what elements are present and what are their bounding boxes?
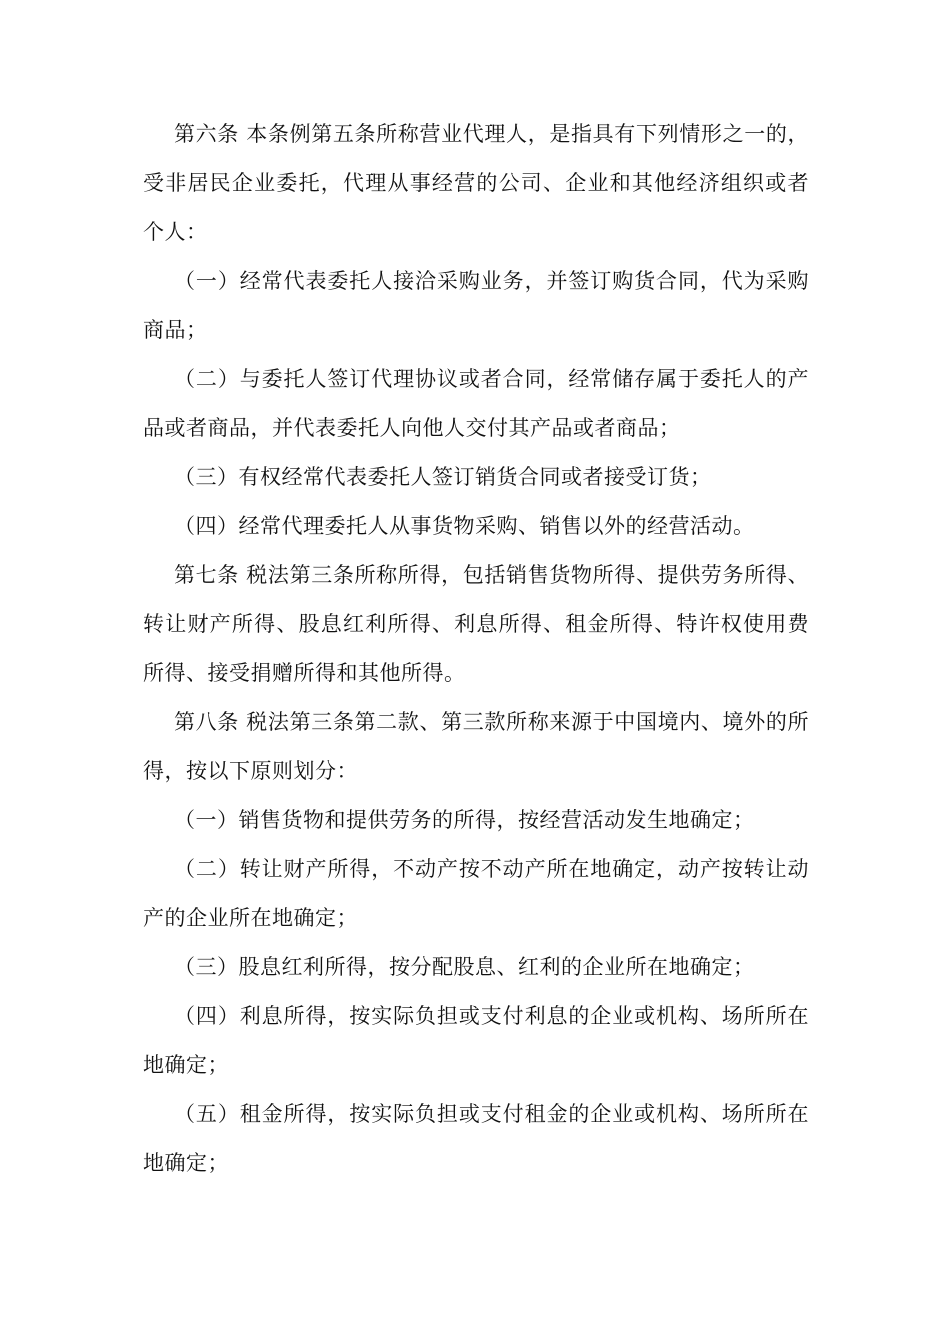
- paragraph-article-8-item-5: （五）租金所得，按实际负担或支付租金的企业或机构、场所所在地确定；: [143, 1102, 809, 1175]
- paragraph-article-8-item-4: （四）利息所得，按实际负担或支付利息的企业或机构、场所所在地确定；: [143, 1004, 809, 1077]
- document-body: [143, 110, 809, 1188]
- paragraph-article-6-item-2: （二）与委托人签订代理协议或者合同，经常储存属于委托人的产品或者商品，并代表委托人向他人交付其产品或者商品；: [143, 367, 809, 440]
- paragraph-article-6: 第六条 本条例第五条所称营业代理人，是指具有下列情形之一的，受非居民企业委托，代理从事经营的公司、企业和其他经济组织或者个人：: [143, 122, 809, 244]
- paragraph-article-8-item-1: （一）销售货物和提供劳务的所得，按经营活动发生地确定；: [174, 808, 755, 832]
- paragraph-article-6-item-3: （三）有权经常代表委托人签订销货合同或者接受订货；: [174, 465, 712, 489]
- paragraph-article-8: 第八条 税法第三条第二款、第三款所称来源于中国境内、境外的所得，按以下原则划分：: [143, 710, 809, 783]
- paragraph-article-6-item-1: （一）经常代表委托人接洽采购业务，并签订购货合同，代为采购商品；: [143, 269, 809, 342]
- paragraph-article-8-item-3: （三）股息红利所得，按分配股息、红利的企业所在地确定；: [174, 955, 755, 979]
- paragraph-article-8-item-2: （二）转让财产所得，不动产按不动产所在地确定，动产按转让动产的企业所在地确定；: [143, 857, 809, 930]
- paragraph-article-7: 第七条 税法第三条所称所得，包括销售货物所得、提供劳务所得、转让财产所得、股息红利所得、利息所得、租金所得、特许权使用费所得、接受捐赠所得和其他所得。: [143, 563, 809, 685]
- paragraph-article-6-item-4: （四）经常代理委托人从事货物采购、销售以外的经营活动。: [174, 514, 755, 538]
